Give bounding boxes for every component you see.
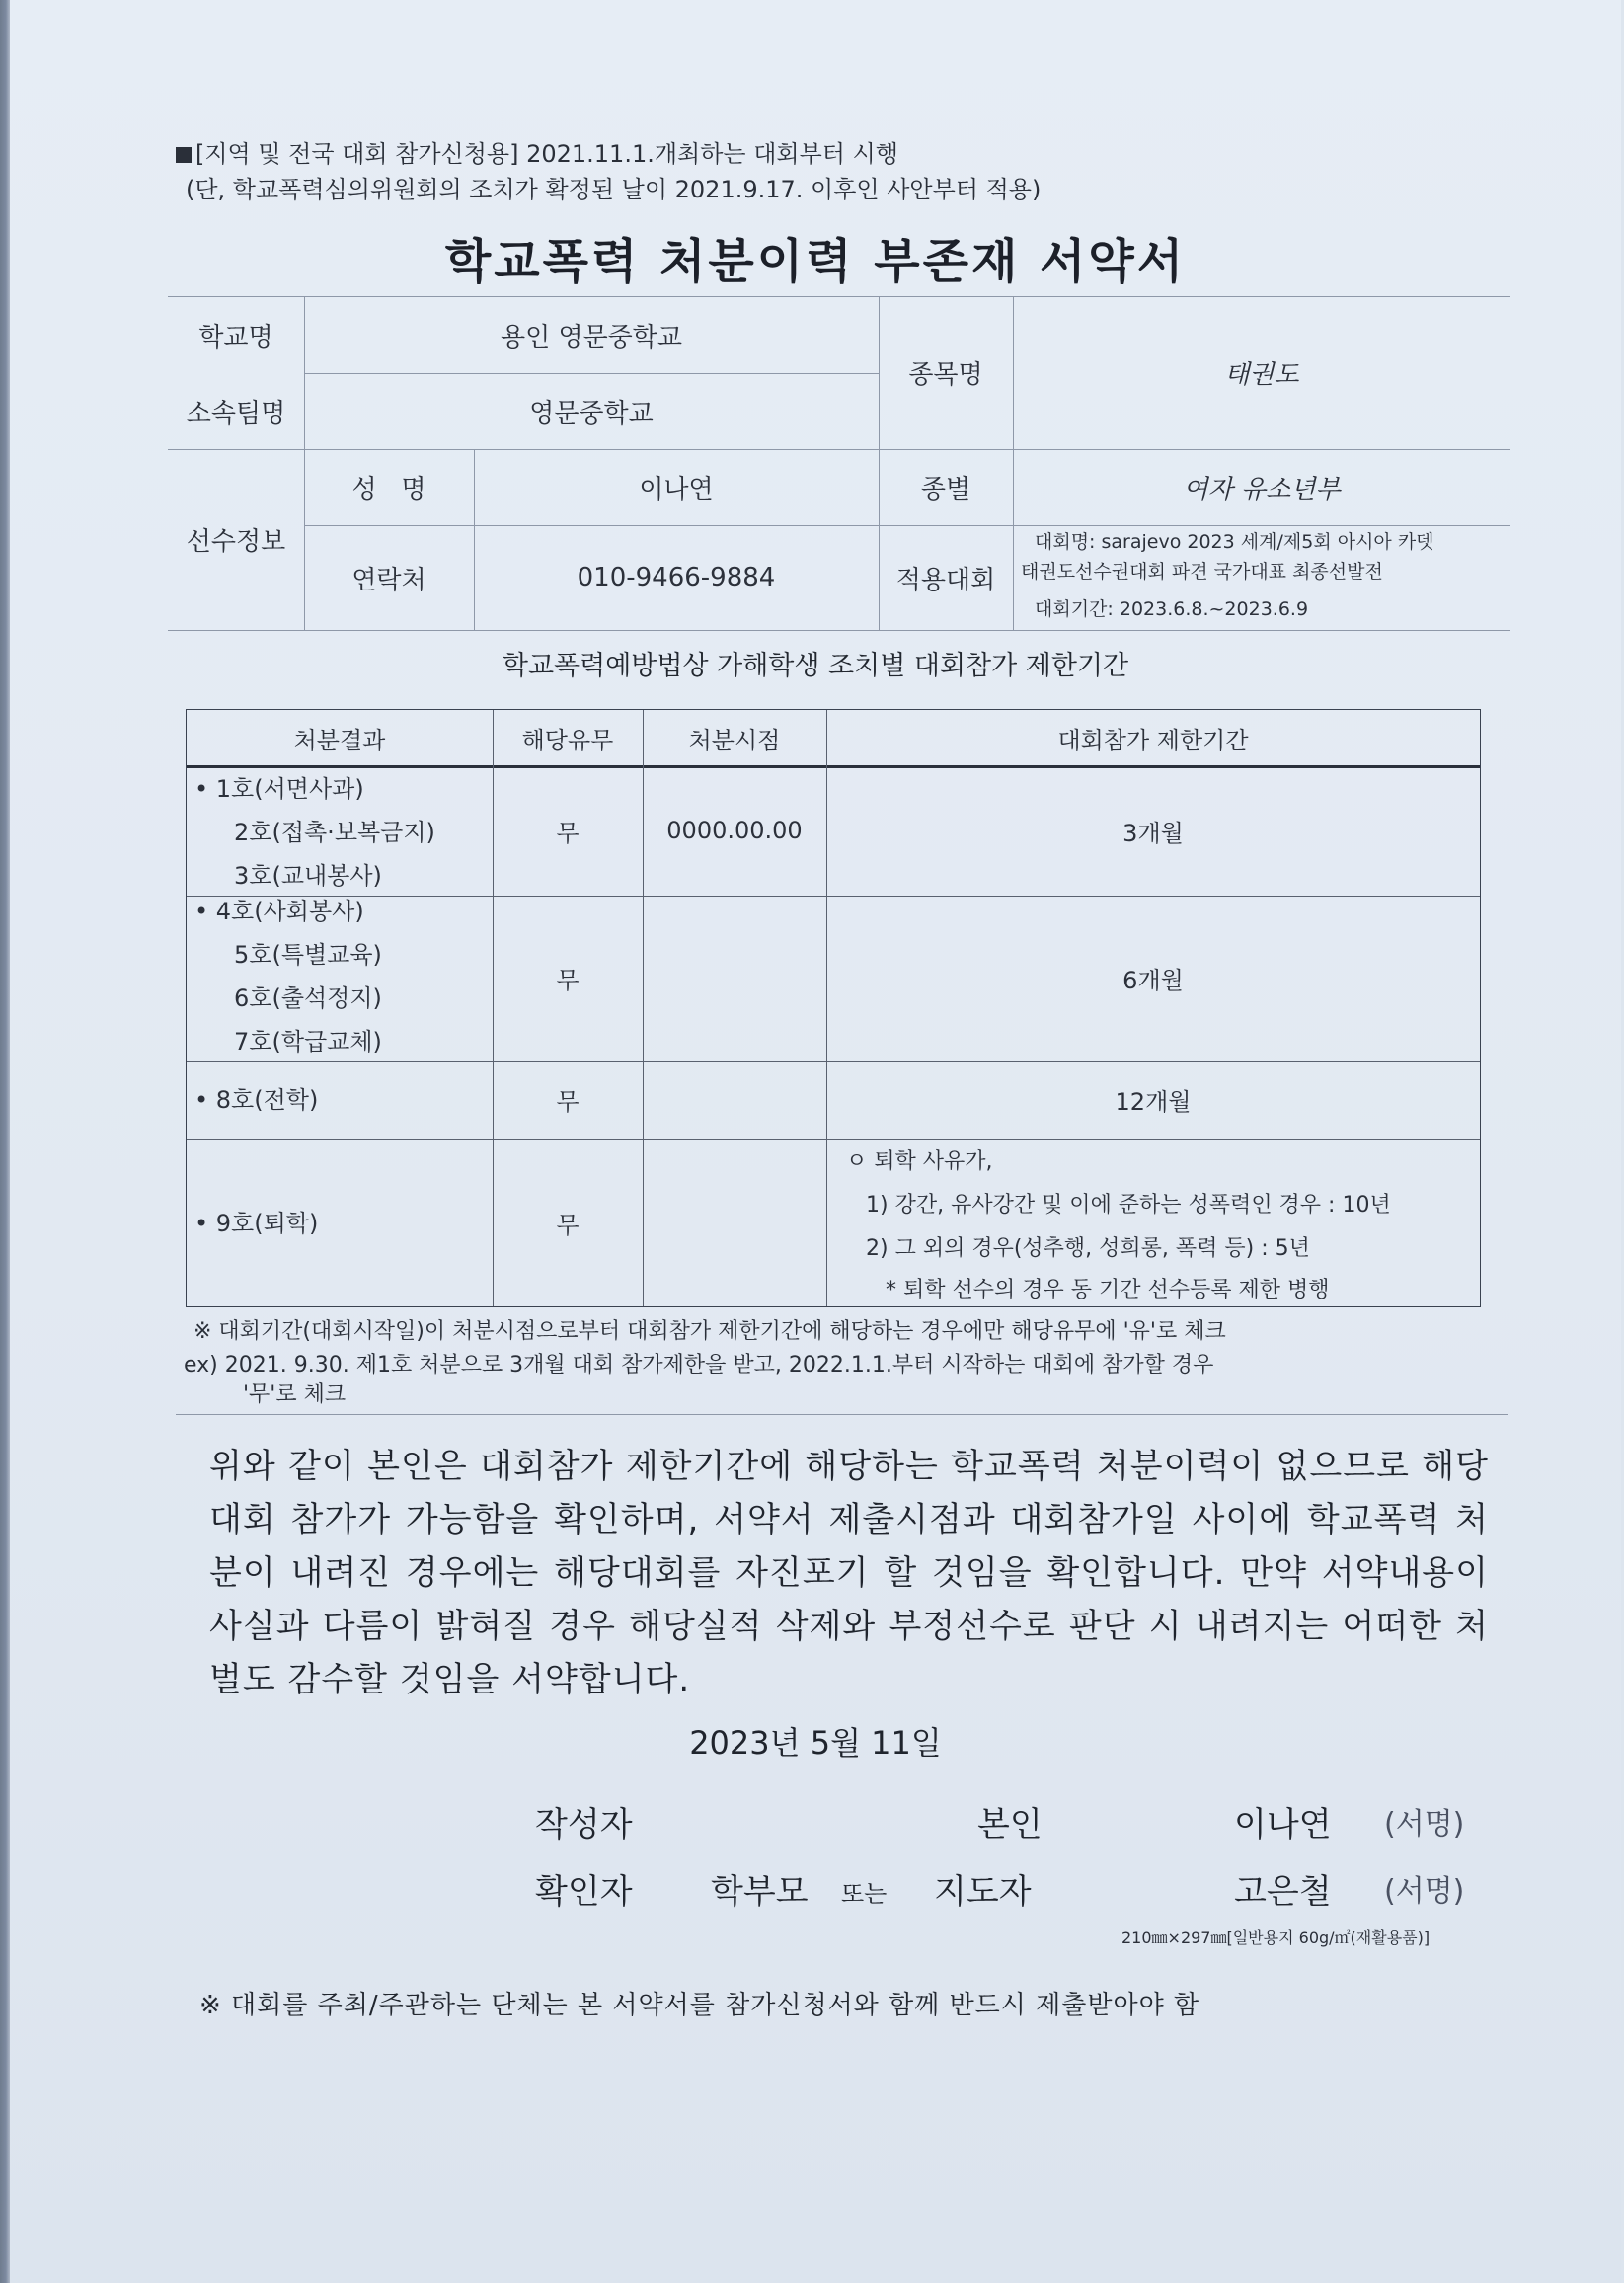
- document-page: [10, 0, 1621, 2283]
- table-row-3-period: 12개월: [1115, 1088, 1192, 1116]
- sport-label: 종목명: [908, 360, 983, 390]
- event-name-line-2: 태권도선수권대회 파견 국가대표 최종선발전: [1021, 561, 1383, 583]
- header-line-2: (단, 학교폭력심의위원회의 조치가 확정된 날이 2021.9.17. 이후인 사안부터 적용): [186, 176, 1042, 203]
- confirmer-signature-area: (서명): [1384, 1874, 1465, 1909]
- confirmer-label: 확인자: [535, 1872, 633, 1912]
- sport-value: 태권도: [1224, 360, 1299, 390]
- writer-label: 작성자: [535, 1805, 633, 1845]
- school-value: 용인 영문중학교: [500, 322, 683, 353]
- note-2: ex) 2021. 9.30. 제1호 처분으로 3개월 대회 참가제한을 받고, 2022.1.1.부터 시작하는 대회에 참가할 경우: [184, 1353, 1214, 1378]
- table-row-1-items: • 1호(서면사과) 2호(접촉·보복금지) 3호(교내봉사): [194, 775, 435, 890]
- table-row-3-items: • 8호(전학): [194, 1086, 319, 1114]
- paper-spec: 210㎜×297㎜[일반용지 60g/㎡(재활용품)]: [1121, 1929, 1431, 1947]
- table-row-2-period: 6개월: [1122, 967, 1184, 994]
- note-1: ※ 대회기간(대회시작일)이 처분시점으로부터 대회참가 제한기간에 해당하는 경우에만 해당유무에 '유'로 체크: [193, 1319, 1226, 1344]
- writer-role: 본인: [977, 1805, 1043, 1845]
- header-note: [176, 136, 1041, 207]
- confirmer-or: 또는: [841, 1880, 888, 1908]
- col-header-period: 대회참가 제한기간: [1057, 726, 1249, 754]
- footer-note: ※ 대회를 주최/주관하는 단체는 본 서약서를 참가신청서와 함께 반드시 제출받아야 함: [199, 1991, 1200, 2020]
- table-row-2-items: • 4호(사회봉사) 5호(특별교육) 6호(출석정지) 7호(학급교체): [194, 898, 382, 1056]
- writer-signature-area: (서명): [1384, 1807, 1465, 1842]
- athlete-info-label: 선수정보: [186, 527, 286, 557]
- school-label: 학교명: [198, 322, 273, 353]
- table-row-4-applicable: 무: [556, 1211, 580, 1239]
- confirmer-role-coach: 지도자: [934, 1872, 1032, 1912]
- contact-value: 010-9466-9884: [577, 563, 776, 592]
- event-name-line-1: 대회명: sarajevo 2023 세계/제5회 아시아 카뎃: [1035, 531, 1434, 553]
- team-value: 영문중학교: [529, 399, 654, 429]
- info-table: [168, 296, 1510, 632]
- confirmer-role-parent: 학부모: [711, 1872, 809, 1912]
- pledge-text: 위와 같이 본인은 대회참가 제한기간에 해당하는 학교폭력 처분이력이 없으므로 해당 대회 참가가 가능함을 확인하며, 서약서 제출시점과 대회참가일 사이에 학교폭력 처분이 내려진 경우에는 해당대회를 자진포기 할 것임을 확인합니다. 만약 서약내용이 사실과 다름이 밝혀질 경우 해당실적 삭제와 부정선수로 판단 시 내려지는 어떠한 처벌도 감수할 것임을 서약합니다.: [209, 1447, 1489, 1699]
- confirmer-name: 고은철: [1234, 1872, 1332, 1912]
- table-row-1-date: 0000.00.00: [666, 817, 803, 844]
- col-header-date: 처분시점: [688, 726, 781, 754]
- restriction-table-title: 학교폭력예방법상 가해학생 조치별 대회참가 제한기간: [502, 651, 1129, 681]
- square-bullet-icon: [176, 147, 192, 163]
- document-title: 학교폭력 처분이력 부존재 서약서: [444, 234, 1187, 289]
- table-row-1-period: 3개월: [1122, 819, 1184, 847]
- col-header-applicable: 해당유무: [521, 726, 614, 754]
- table-row-2-applicable: 무: [556, 967, 580, 994]
- name-value: 이나연: [639, 475, 714, 505]
- divider: [176, 1414, 1508, 1415]
- category-value: 여자 유소년부: [1183, 475, 1341, 505]
- col-header-result: 처분결과: [293, 726, 386, 754]
- table-row-4-items: • 9호(퇴학): [194, 1210, 319, 1237]
- name-label: 성 명: [351, 475, 426, 505]
- contact-label: 연락처: [351, 565, 426, 595]
- restriction-table: [186, 709, 1481, 1307]
- event-period: 대회기간: 2023.6.8.~2023.6.9: [1035, 598, 1309, 620]
- event-label: 적용대회: [895, 565, 996, 595]
- note-3: '무'로 체크: [243, 1382, 347, 1407]
- team-label: 소속팀명: [186, 399, 286, 429]
- writer-name: 이나연: [1234, 1805, 1332, 1845]
- table-row-1-applicable: 무: [556, 819, 580, 847]
- pledge-date: 2023년 5월 11일: [689, 1724, 942, 1762]
- header-line-1: [지역 및 전국 대회 참가신청용] 2021.11.1.개최하는 대회부터 시행: [195, 140, 898, 168]
- table-row-3-applicable: 무: [556, 1088, 580, 1116]
- category-label: 종별: [920, 475, 971, 505]
- table-row-4-period: ㅇ 퇴학 사유가, 1) 강간, 유사강간 및 이에 준하는 성폭력인 경우 : 10년 2) 그 외의 경우(성추행, 성희롱, 폭력 등) : 5년 * 퇴학 선수의 경우 동 기간 선수등록 제한 병행: [846, 1149, 1391, 1302]
